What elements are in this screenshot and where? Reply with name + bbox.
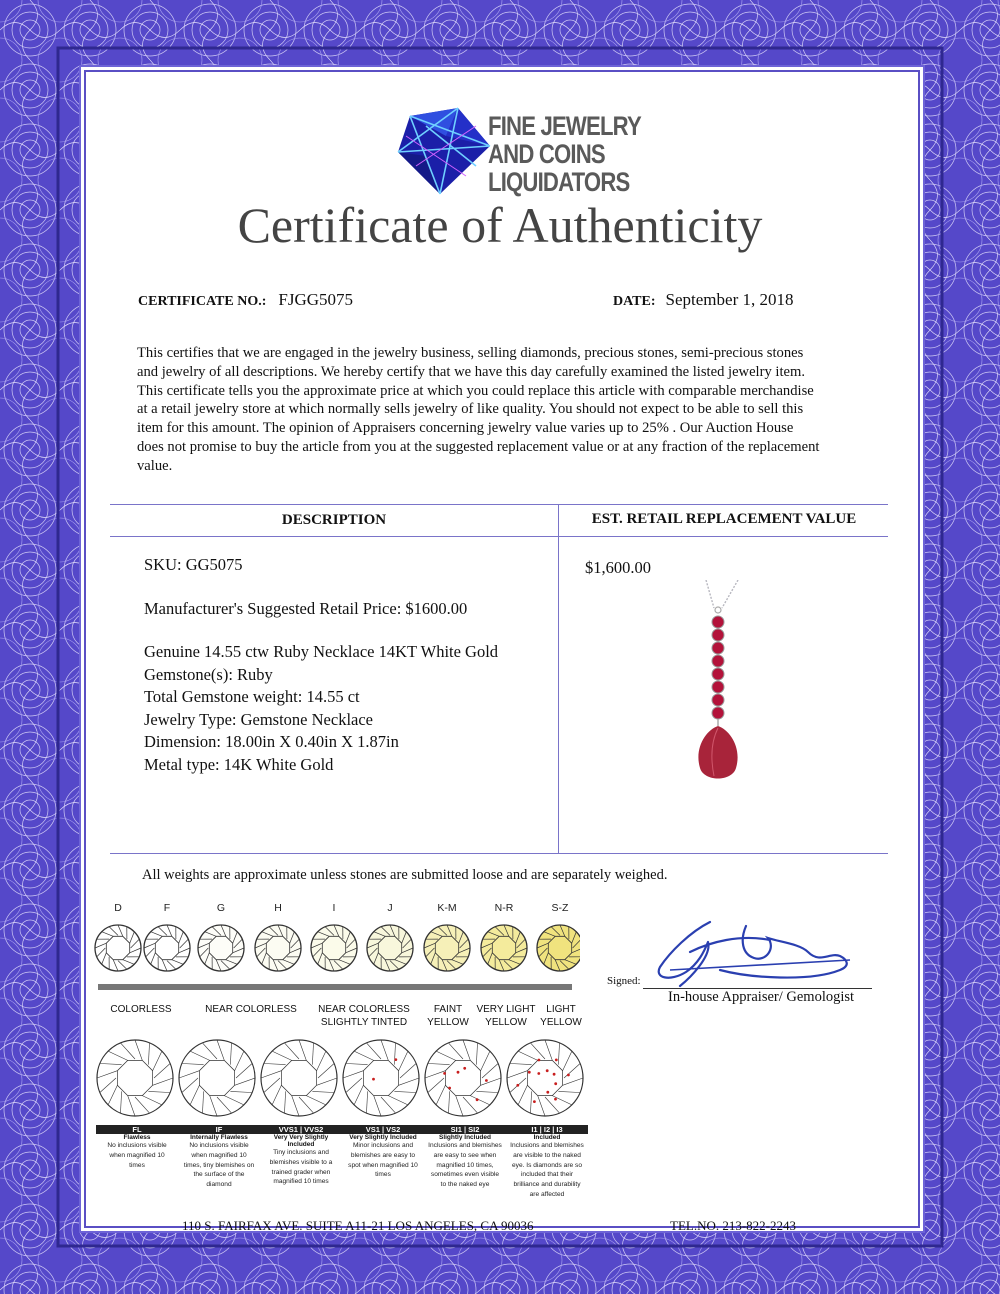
color-grade-letter: S-Z [551,902,569,914]
ruby-necklace-image [676,580,756,800]
clarity-diamond-icon [261,1040,337,1116]
color-category: LIGHT YELLOW [540,1004,582,1028]
table-top-rule [110,504,888,505]
color-grade-letter: N-R [494,902,514,914]
appraiser-signature [650,912,862,992]
statement-line: item for this amount. The opinion of Appraisers concerning jewelry value varies up to 25% . Our Auction House [137,420,794,437]
item-description [144,554,544,776]
color-category: VERY LIGHT YELLOW [476,1004,536,1028]
clarity-grade-column [424,1125,506,1190]
color-diamond-icon [537,925,580,971]
diamond-logo-icon [396,106,492,198]
company-name-line2: AND COINS [488,139,605,169]
clarity-grade-name: Slightly Included [438,1134,491,1141]
appraiser-role: In-house Appraiser/ Gemologist [668,989,855,1005]
clarity-grade: SI1 | SI2 [424,1125,506,1134]
item-detail: Gemstone(s): Ruby [144,664,273,684]
item-sku: SKU: GG5075 [144,555,243,574]
clarity-description: Inclusions and blemishes are easy to see when magnified 10 times, sometimes even visible to the naked eye [428,1142,502,1189]
color-grade-letter: K-M [437,902,457,914]
color-grade-letter: F [163,902,171,914]
color-diamond-icon [311,925,357,971]
clarity-description: Tiny inclusions and blemishes visible to a trained grader when magnified 10 times [269,1149,333,1186]
clarity-grade-name: Flawless [123,1134,151,1141]
statement-line: at a retail jewelry store at which normally sells jewelry of like quality. You should not expect to be able to sell this [137,401,804,418]
clarity-description: Inclusions and blemishes are visible to the naked eye. Is diamonds are so included that their brilliance and durability are affected [510,1142,584,1198]
certificate-date: September 1, 2018 [665,290,794,309]
item-detail: Total Gemstone weight: 14.55 ct [144,687,360,706]
color-diamond-icon [198,925,244,971]
clarity-diamond-icon [179,1040,255,1116]
color-grade-letter: H [274,902,282,914]
clarity-grade-name: Very Slightly Included [349,1134,417,1141]
item-msrp: Manufacturer's Suggested Retail Price: $1600.00 [144,598,468,618]
color-category: NEAR COLORLESS SLIGHTLY TINTED [318,1004,410,1028]
clarity-grade-name: Very Very Slightly Included [273,1134,329,1148]
color-diamond-icon [255,925,301,971]
table-column-divider [558,504,559,853]
footer-address: 110 S. FAIRFAX AVE. SUITE A11-21 LOS ANGELES, CA 90036 [182,1218,534,1233]
replacement-value: $1,600.00 [585,558,651,577]
clarity-diamond-icon [507,1040,583,1116]
clarity-grade: IF [178,1125,260,1134]
statement-line: This certifies that we are engaged in the jewelry business, selling diamonds, precious stones, semi-precious stones [137,345,804,361]
clarity-grade-name: Internally Flawless [190,1134,248,1141]
clarity-grade: I1 | I2 | I3 [506,1125,588,1134]
item-detail: Metal type: 14K White Gold [144,754,334,774]
color-grade-letter: G [216,902,226,914]
clarity-grade-column [96,1125,178,1170]
certificate-number-label: CERTIFICATE NO.: [138,294,267,309]
color-category: COLORLESS [110,1004,172,1015]
weights-note: All weights are approximate unless stones are submitted loose and are separately weighed. [142,867,668,883]
certificate-title: Certificate of Authenticity [237,197,763,253]
clarity-grade-column [342,1125,424,1180]
color-diamond-icon [144,925,190,971]
certificate-number: FJGG5075 [278,290,353,309]
color-diamond-icon [481,925,527,971]
company-name-line1: FINE JEWELRY [488,111,641,141]
statement-line: This certificate tells you the approximate price at which you could replace this article with comparable merchandise [137,382,814,399]
item-detail: Genuine 14.55 ctw Ruby Necklace 14KT White Gold [144,642,499,661]
clarity-grade-column [260,1125,342,1187]
clarity-diamond-icon [425,1040,501,1116]
item-detail: Jewelry Type: Gemstone Necklace [144,709,373,729]
company-name-line3: LIQUIDATORS [488,167,630,197]
company-logo-text [488,112,641,196]
statement-line: value. [137,457,173,474]
value-header: EST. RETAIL REPLACEMENT VALUE [591,511,857,527]
color-category: NEAR COLORLESS [205,1004,297,1015]
clarity-description: No inclusions visible when magnified 10 times [107,1142,167,1169]
color-diamond-icon [367,925,413,971]
color-grade-letter: I [332,902,336,914]
item-detail: Dimension: 18.00in X 0.40in X 1.87in [144,732,399,751]
statement-line: and jewelry of all descriptions. We hereby certify that we have this day carefully examined the listed jewelry item. [137,363,806,380]
clarity-grade-column [506,1125,588,1200]
color-diamonds-row [90,916,580,994]
color-diamond-icon [424,925,470,971]
table-bottom-rule [110,853,888,854]
certification-statement [137,344,873,476]
color-diamond-icon [95,925,141,971]
clarity-grade: VS1 | VS2 [342,1125,424,1134]
signed-label: Signed: [607,975,641,987]
clarity-diamond-icon [97,1040,173,1116]
clarity-diamond-icon [343,1040,419,1116]
color-grade-letter: J [387,902,393,914]
clarity-grade: VVS1 | VVS2 [260,1125,342,1134]
clarity-grade-name: Included [533,1134,561,1141]
clarity-grade: FL [96,1125,178,1134]
table-header-rule [110,536,888,537]
clarity-diamonds-row [94,1032,594,1124]
color-grade-letter: D [114,902,122,914]
clarity-description: No inclusions visible when magnified 10 times, tiny blemishes on the surface of the diamond [183,1142,255,1189]
clarity-grade-column [178,1125,260,1190]
statement-line: does not promise to buy the article from you at the suggested replacement value or at any fraction of the replacement [137,438,820,455]
clarity-description: Minor inclusions and blemishes are easy to spot when magnified 10 times [348,1142,418,1179]
date-label: DATE: [613,294,656,309]
description-header: DESCRIPTION [281,512,387,528]
footer-phone: TEL.NO. 213-822-2243 [670,1218,797,1233]
color-category: FAINT YELLOW [427,1004,469,1028]
